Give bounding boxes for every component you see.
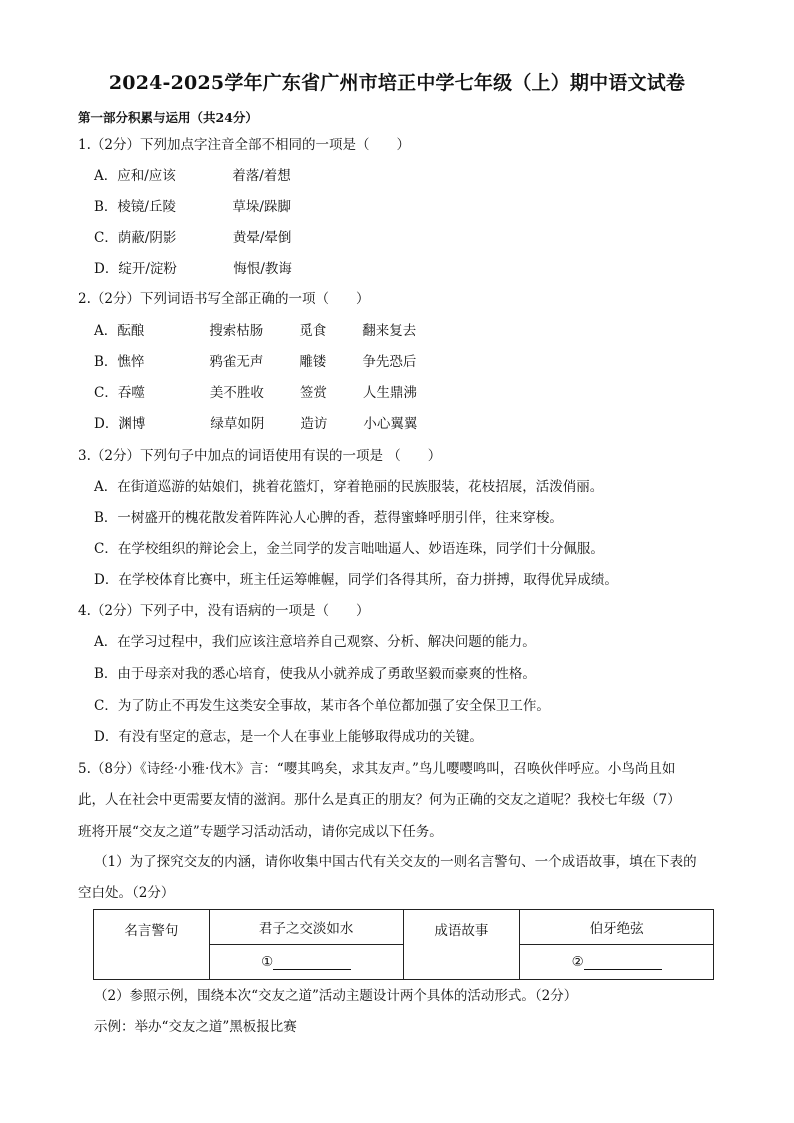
option-pair: 棱镜/丘陵 (117, 199, 176, 215)
option-letter: D． (94, 416, 119, 432)
q4-stem: 4.（2分）下列子中，没有语病的一项是（ ） (78, 603, 370, 619)
q3-option-a: A．在街道巡游的姑娘们，挑着花篮灯，穿着艳丽的民族服装，花枝招展，活泼俏丽。 (94, 479, 604, 495)
q1-option-b (94, 198, 291, 216)
q5-line-2: 此，人在社会中更需要友情的滋润。那什么是真正的朋友？何为正确的交友之道呢？我校七年级（7） (78, 792, 681, 808)
q4-option-b: B．由于母亲对我的悉心培育，使我从小就养成了勇敢坚毅而豪爽的性格。 (94, 666, 536, 682)
option-word: 绿草如阴 (210, 416, 265, 432)
exam-title: 2024-2025学年广东省广州市培正中学七年级（上）期中语文试卷 (108, 72, 686, 94)
q5-sub1-line-1: （1）为了探究交友的内涵，请你收集中国古代有关交友的一则名言警句、一个成语故事，填在下表的 (94, 854, 697, 870)
option-word: 人生鼎沸 (362, 385, 417, 401)
q5-sub1-line-2: 空白处。（2分） (78, 885, 175, 901)
answer-table (93, 909, 714, 980)
option-pair: 应和/应该 (117, 168, 176, 184)
q2-option-c (94, 384, 417, 402)
q4-option-a: A．在学习过程中，我们应该注意培养自己观察、分析、解决问题的能力。 (94, 634, 536, 650)
q1-option-c (94, 229, 291, 247)
q2-stem: 2.（2分）下列词语书写全部正确的一项（ ） (78, 291, 370, 307)
table-quote-value: 君子之交淡如水 (209, 910, 403, 945)
option-word: 酝酿 (117, 323, 145, 339)
option-word: 美不胜收 (209, 385, 264, 401)
option-letter: A． (94, 168, 118, 184)
option-letter: A． (94, 323, 118, 339)
q2-option-b (94, 353, 416, 371)
option-letter: D． (94, 261, 119, 277)
option-pair: 草垛/跺脚 (232, 199, 291, 215)
q4-option-d: D．有没有坚定的意志，是一个人在事业上能够取得成功的关键。 (94, 729, 483, 745)
q2-option-a (94, 322, 416, 340)
option-word: 小心翼翼 (363, 416, 418, 432)
q5-line-1: 5.（8分）《诗经·小雅·伐木》言：“嘤其鸣矣，求其友声。”鸟儿嘤嘤鸣叫，召唤伙伴呼应。小鸟尚且如 (78, 761, 676, 777)
option-word: 吞噬 (117, 385, 145, 401)
option-word: 鸦雀无声 (209, 354, 264, 370)
option-pair: 绽开/淀粉 (118, 261, 177, 277)
option-word: 渊博 (118, 416, 146, 432)
q4-option-c: C．为了防止不再发生这类安全事故，某市各个单位都加强了安全保卫工作。 (94, 698, 550, 714)
q1-option-d (94, 260, 292, 278)
option-word: 雕镂 (299, 354, 327, 370)
option-pair: 黄晕/晕倒 (232, 230, 292, 246)
table-header-idiom: 成语故事 (403, 910, 520, 980)
q2-option-d (94, 415, 417, 433)
option-word: 憔悴 (117, 354, 145, 370)
option-pair: 着落/着想 (232, 168, 291, 184)
option-word: 搜索枯肠 (209, 323, 264, 339)
answer-blank-1[interactable] (209, 945, 403, 980)
q5-example: 示例：举办“交友之道”黑板报比赛 (94, 1019, 297, 1035)
answer-blank-2[interactable] (520, 945, 714, 980)
option-pair: 悔恨/教诲 (233, 261, 292, 277)
q1-stem: 1.（2分）下列加点字注音全部不相同的一项是（ ） (78, 137, 410, 153)
option-word: 签赏 (299, 385, 327, 401)
section-heading: 第一部分积累与运用（共24分） (78, 110, 258, 125)
table-idiom-value: 伯牙绝弦 (520, 910, 714, 945)
option-word: 造访 (300, 416, 328, 432)
q1-option-a (94, 167, 291, 185)
option-word: 觅食 (299, 323, 327, 339)
q3-option-d: D．在学校体育比赛中，班主任运筹帷幄，同学们各得其所，奋力拼搏，取得优异成绩。 (94, 572, 618, 588)
q3-option-b: B．一树盛开的槐花散发着阵阵沁人心脾的香，惹得蜜蜂呼朋引伴，往来穿梭。 (94, 510, 563, 526)
option-word: 争先恐后 (362, 354, 417, 370)
q3-stem: 3.（2分）下列句子中加点的词语使用有误的一项是 （ ） (78, 448, 442, 464)
table-header-quote: 名言警句 (94, 910, 210, 980)
option-pair: 荫蔽/阴影 (117, 230, 177, 246)
blank-marker: ① (261, 954, 274, 970)
option-letter: C． (94, 385, 118, 401)
option-letter: C． (94, 230, 118, 246)
blank-marker: ② (571, 954, 584, 970)
q5-line-3: 班将开展“交友之道”专题学习活动活动，请你完成以下任务。 (78, 824, 443, 840)
option-letter: B． (94, 354, 118, 370)
q3-option-c: C．在学校组织的辩论会上，金兰同学的发言咄咄逼人、妙语连珠，同学们十分佩服。 (94, 541, 604, 557)
option-word: 翻来复去 (362, 323, 417, 339)
q5-sub2: （2）参照示例，围绕本次“交友之道”活动主题设计两个具体的活动形式。（2分） (94, 988, 578, 1004)
option-letter: B． (94, 199, 118, 215)
